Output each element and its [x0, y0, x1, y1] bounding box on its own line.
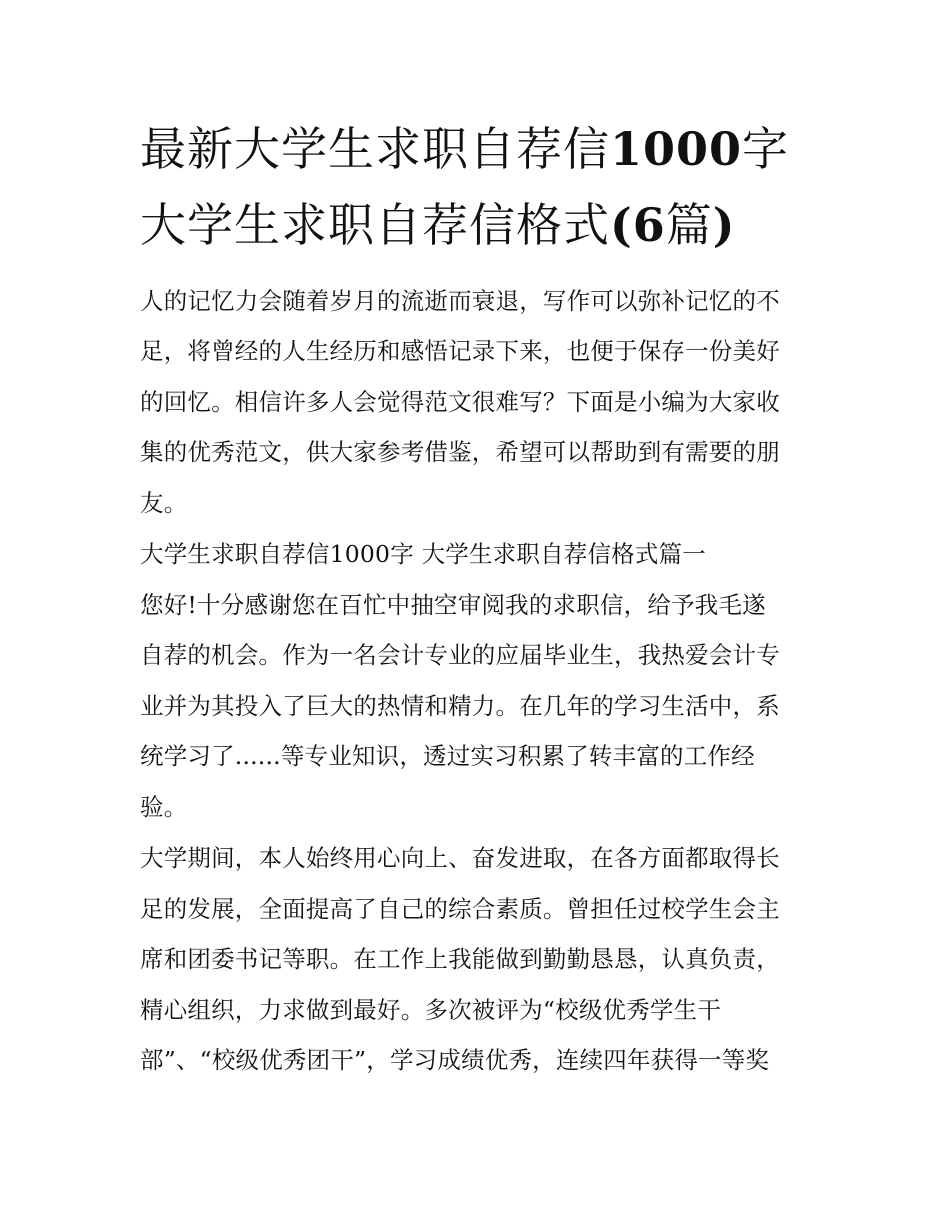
- body-line: 的回忆。相信许多人会觉得范文很难写？下面是小编为大家收: [140, 388, 780, 416]
- section-heading: 大学生求职自荐信1000字 大学生求职自荐信格式篇一: [140, 540, 706, 568]
- body-line: 业并为其投入了巨大的热情和精力。在几年的学习生活中，系: [140, 692, 780, 720]
- body-line: 友。: [140, 489, 188, 517]
- body-line: 验。: [140, 793, 188, 821]
- body-line: 席和团委书记等职。在工作上我能做到勤勤恳恳，认真负责，: [140, 945, 780, 973]
- body-line: 人的记忆力会随着岁月的流逝而衰退，写作可以弥补记忆的不: [140, 287, 780, 315]
- body-line: 精心组织，力求做到最好。多次被评为“校级优秀学生干: [140, 996, 722, 1024]
- document-title-line-2: 大学生求职自荐信格式(6篇): [140, 198, 736, 252]
- body-line: 统学习了......等专业知识，透过实习积累了转丰富的工作经: [140, 742, 755, 770]
- document-title-line-1: 最新大学生求职自荐信1000字: [140, 122, 790, 176]
- body-line: 足，将曾经的人生经历和感悟记录下来，也便于保存一份美好: [140, 337, 780, 365]
- body-line: 部”、“校级优秀团干”，学习成绩优秀，连续四年获得一等奖: [140, 1046, 770, 1074]
- body-line: 大学期间，本人始终用心向上、奋发进取，在各方面都取得长: [140, 844, 780, 872]
- body-line: 集的优秀范文，供大家参考借鉴，希望可以帮助到有需要的朋: [140, 438, 780, 466]
- body-line: 足的发展，全面提高了自己的综合素质。曾担任过校学生会主: [140, 895, 780, 923]
- body-line: 自荐的机会。作为一名会计专业的应届毕业生，我热爱会计专: [140, 641, 780, 669]
- body-line: 您好!十分感谢您在百忙中抽空审阅我的求职信，给予我毛遂: [140, 591, 766, 619]
